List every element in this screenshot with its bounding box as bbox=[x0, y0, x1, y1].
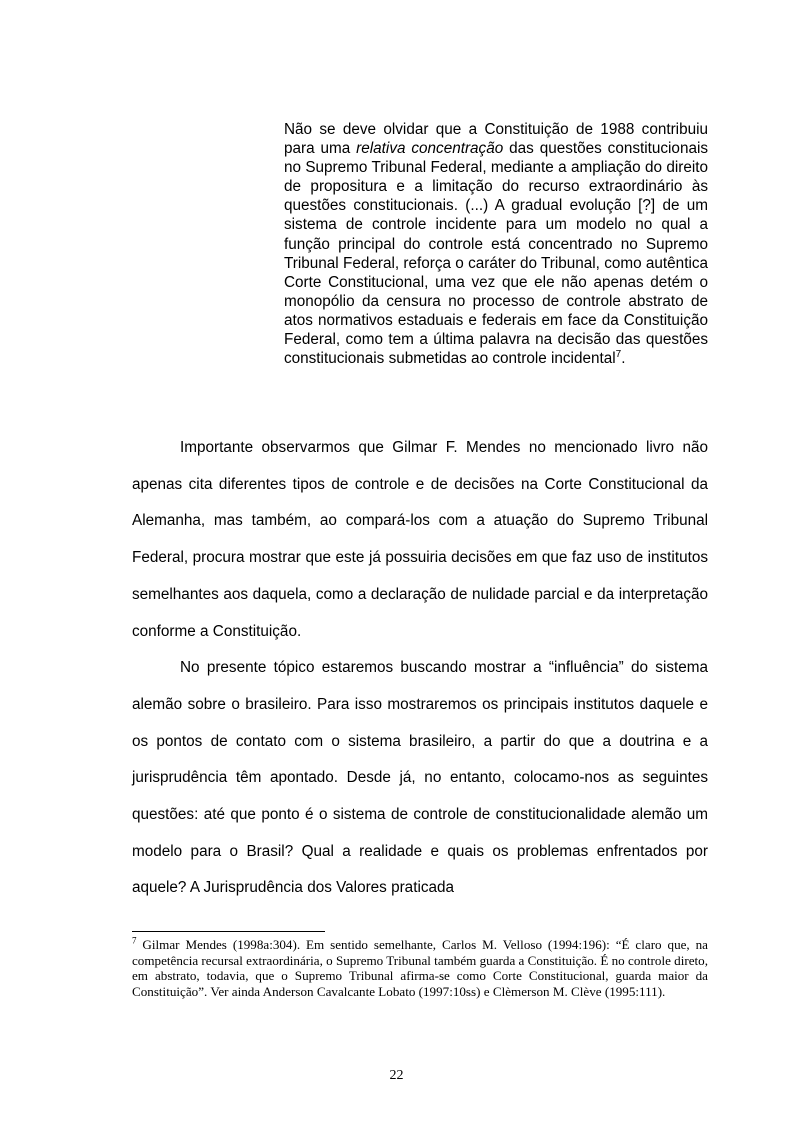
quote-ending: . bbox=[621, 350, 626, 368]
body-paragraph-2: No presente tópico estaremos buscando mostrar a “influência” do sistema alemão sobre o brasileiro. Para isso mostraremos os principais institutos daquele e os pontos de contato com o sistema brasileiro, a partir do que a doutrina e a jurisprudência têm apontado. Desde já, no entanto, colocamo-nos as seguintes questões: até que ponto é o sistema de controle de constitucionalidade alemão um modelo para o Brasil? Qual a realidade e quais os problemas enfrentados por aquele? A Jurisprudência dos Valores praticada bbox=[132, 659, 708, 897]
page-number: 22 bbox=[389, 1068, 404, 1083]
footnote-text: Gilmar Mendes (1998a:304). Em sentido semelhante, Carlos M. Velloso (1994:196): “É claro que, na competência recursal extraordinária, o Supremo Tribunal também guarda a Constituição. É no controle direto, em abstrato, todavia, que o Supremo Tribunal afirma-se como Corte Constitucional, guarda maior da Constituição”. Ver ainda Anderson Cavalcante Lobato (1997:10ss) e Clèmerson M. Clève (1995:111). bbox=[132, 937, 708, 1000]
body-paragraph-1: Importante observarmos que Gilmar F. Mendes no mencionado livro não apenas cita diferentes tipos de controle e de decisões na Corte Constitucional da Alemanha, mas também, ao compará-los com a atuação do Supremo Tribunal Federal, procura mostrar que este já possuiria decisões em que faz uso de institutos semelhantes aos daquela, como a declaração de nulidade parcial e da interpretação conforme a Constituição. bbox=[132, 439, 708, 640]
footnote-number: 7 bbox=[132, 935, 137, 946]
footnote-text-block bbox=[132, 937, 708, 1000]
block-quote bbox=[284, 120, 708, 368]
block-quote-text bbox=[284, 120, 708, 368]
footnote-separator bbox=[132, 931, 325, 932]
body-text bbox=[132, 430, 708, 907]
quote-text-rest: das questões constitucionais no Supremo Tribunal Federal, mediante a ampliação do direito de propositura e a limitação do recurso extraordinário às questões constitucionais. (...) A gradual evolução [?] de um sistema de controle incidente para um modelo no qual a função principal do controle está concentrado no Supremo Tribunal Federal, reforça o caráter do Tribunal, como autêntica Corte Constitucional, uma vez que ele não apenas detém o monopólio da censura no processo de controle abstrato de atos normativos estaduais e federais em face da Constituição Federal, como tem a última palavra na decisão das questões constitucionais submetidas ao controle incidental bbox=[284, 140, 709, 368]
footnote bbox=[132, 937, 708, 1000]
quote-text-start: Não se deve olvidar que a Constituição de 1988 contribuiu para uma bbox=[284, 121, 708, 158]
footnote-reference[interactable]: 7 bbox=[615, 349, 622, 361]
quote-emphasis: relativa concentração bbox=[356, 140, 504, 158]
